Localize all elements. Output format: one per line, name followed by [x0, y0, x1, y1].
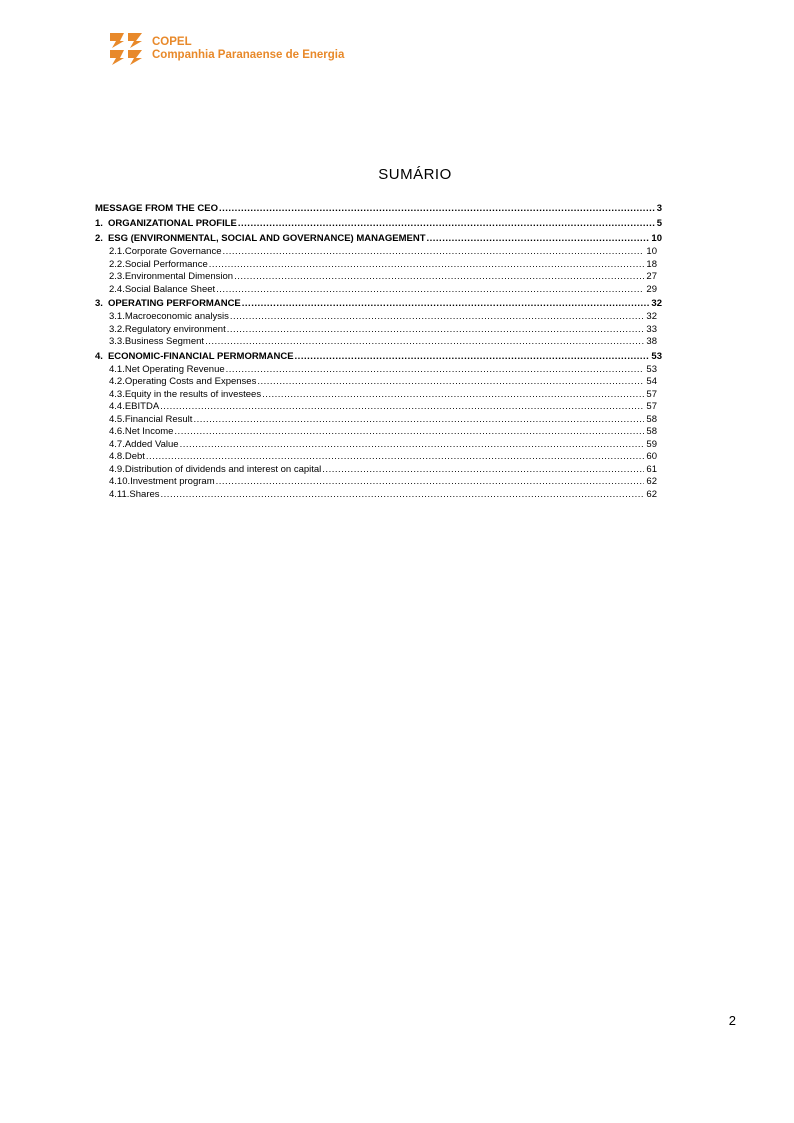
toc-entry-title: 4.1.Net Operating Revenue: [109, 363, 225, 375]
toc-subsection-entry[interactable]: [109, 259, 657, 272]
page-number: 2: [728, 1013, 736, 1028]
toc-entry-page: 59: [646, 438, 657, 450]
toc-leader-dots: [216, 476, 645, 489]
toc-entry-title: 4.9.Distribution of dividends and interest on capital: [109, 463, 322, 475]
toc-leader-dots: [193, 414, 644, 427]
toc-entry-title: 2.2.Social Performance: [109, 258, 208, 270]
toc-entry-page: 32: [651, 298, 662, 309]
toc-entry-title: ESG (ENVIRONMENTAL, SOCIAL AND GOVERNANCE) MANAGEMENT: [107, 233, 426, 244]
toc-entry-number: 3.: [95, 298, 103, 309]
toc-subsection-entry[interactable]: [109, 246, 657, 259]
toc-entry-title: 2.3.Environmental Dimension: [109, 271, 234, 282]
toc-subsection-entry[interactable]: [109, 476, 657, 489]
toc-subsection-entry[interactable]: [109, 439, 657, 452]
toc-entry-title: 3.1.Macroeconomic analysis: [109, 311, 229, 322]
toc-leader-dots: [295, 349, 650, 364]
toc-section-entry[interactable]: [95, 201, 662, 216]
toc-section-entry[interactable]: [95, 296, 662, 311]
toc-section-entry[interactable]: [95, 349, 662, 364]
toc-entry-page: 27: [646, 271, 657, 282]
toc-entry-page: 58: [646, 426, 657, 437]
toc-section-entry[interactable]: [95, 231, 662, 246]
copel-logo-icon: [108, 31, 144, 67]
toc-entry-title: 4.4.EBITDA: [109, 401, 160, 412]
toc-leader-dots: [222, 246, 644, 259]
toc-entry-title: 4.11.Shares: [109, 488, 160, 500]
toc-leader-dots: [242, 296, 650, 311]
toc-subsection-entry[interactable]: [109, 271, 657, 284]
toc-entry-title: 4.7.Added Value: [109, 438, 179, 450]
toc-entry-title: 4.10.Investment program: [109, 476, 215, 487]
toc-leader-dots: [146, 451, 645, 464]
toc-entry-page: 32: [646, 311, 657, 322]
toc-leader-dots: [257, 376, 644, 389]
toc-entry-page: 3: [656, 203, 662, 214]
toc-leader-dots: [230, 311, 645, 324]
toc-entry-page: 38: [646, 336, 657, 347]
toc-entry-page: 62: [646, 488, 657, 500]
toc-entry-title: 4.2.Operating Costs and Expenses: [109, 376, 257, 387]
toc-leader-dots: [227, 324, 645, 337]
toc-subsection-entry[interactable]: [109, 451, 657, 464]
toc-leader-dots: [180, 439, 645, 452]
company-logo: [108, 31, 344, 67]
toc-entry-page: 57: [646, 388, 657, 400]
toc-entry-page: 58: [646, 413, 657, 425]
toc-entry-title: ORGANIZATIONAL PROFILE: [107, 218, 237, 229]
toc-subsection-entry[interactable]: [109, 336, 657, 349]
toc-section-entry[interactable]: [95, 216, 662, 231]
toc-subsection-entry[interactable]: [109, 376, 657, 389]
toc-subsection-entry[interactable]: [109, 311, 657, 324]
toc-subsection-entry[interactable]: [109, 426, 657, 439]
toc-entry-page: 60: [646, 451, 657, 462]
logo-company-short-name: COPEL: [152, 36, 192, 48]
toc-entry-page: 5: [656, 218, 662, 229]
toc-leader-dots: [262, 389, 644, 402]
toc-entry-page: 62: [646, 476, 657, 487]
toc-entry-number: 2.: [95, 233, 103, 244]
table-of-contents: [95, 201, 662, 501]
toc-leader-dots: [219, 201, 655, 216]
toc-entry-number: 1.: [95, 218, 103, 229]
toc-subsection-entry[interactable]: [109, 464, 657, 477]
toc-leader-dots: [160, 401, 644, 414]
toc-entry-page: 33: [646, 323, 657, 335]
toc-entry-page: 54: [646, 376, 657, 387]
toc-leader-dots: [209, 259, 645, 272]
toc-subsection-entry[interactable]: [109, 401, 657, 414]
toc-leader-dots: [234, 271, 644, 284]
toc-subsection-entry[interactable]: [109, 489, 657, 502]
toc-entry-page: 57: [646, 401, 657, 412]
toc-subsection-entry[interactable]: [109, 364, 657, 377]
toc-leader-dots: [226, 364, 645, 377]
toc-leader-dots: [216, 284, 644, 297]
toc-entry-title: MESSAGE FROM THE CEO: [95, 203, 218, 214]
toc-entry-title: 3.2.Regulatory environment: [109, 323, 226, 335]
toc-subsection-entry[interactable]: [109, 414, 657, 427]
toc-entry-title: 4.6.Net Income: [109, 426, 174, 437]
toc-leader-dots: [427, 231, 650, 246]
toc-entry-page: 53: [651, 350, 662, 362]
toc-subsection-entry[interactable]: [109, 284, 657, 297]
toc-entry-number: 4.: [95, 350, 103, 362]
toc-entry-title: 2.4.Social Balance Sheet: [109, 283, 216, 295]
toc-entry-title: 4.5.Financial Result: [109, 413, 193, 425]
toc-entry-page: 29: [646, 283, 657, 295]
toc-entry-page: 53: [646, 363, 657, 375]
toc-leader-dots: [205, 336, 644, 349]
toc-entry-title: 4.8.Debt: [109, 451, 145, 462]
toc-subsection-entry[interactable]: [109, 324, 657, 337]
logo-company-full-name: Companhia Paranaense de Energia: [152, 49, 345, 61]
toc-leader-dots: [161, 489, 645, 502]
toc-entry-title: 3.3.Business Segment: [109, 336, 205, 347]
toc-entry-page: 18: [646, 258, 657, 270]
toc-leader-dots: [322, 464, 644, 477]
toc-entry-page: 61: [646, 463, 657, 475]
toc-subsection-entry[interactable]: [109, 389, 657, 402]
toc-entry-title: 2.1.Corporate Governance: [109, 246, 222, 257]
toc-entry-title: ECONOMIC-FINANCIAL PERMORMANCE: [107, 350, 294, 362]
toc-entry-title: 4.3.Equity in the results of investees: [109, 388, 262, 400]
toc-leader-dots: [238, 216, 655, 231]
toc-entry-title: OPERATING PERFORMANCE: [107, 298, 241, 309]
toc-leader-dots: [174, 426, 644, 439]
document-title: SUMÁRIO: [378, 166, 452, 183]
toc-entry-page: 10: [646, 246, 657, 257]
toc-entry-page: 10: [651, 233, 662, 244]
